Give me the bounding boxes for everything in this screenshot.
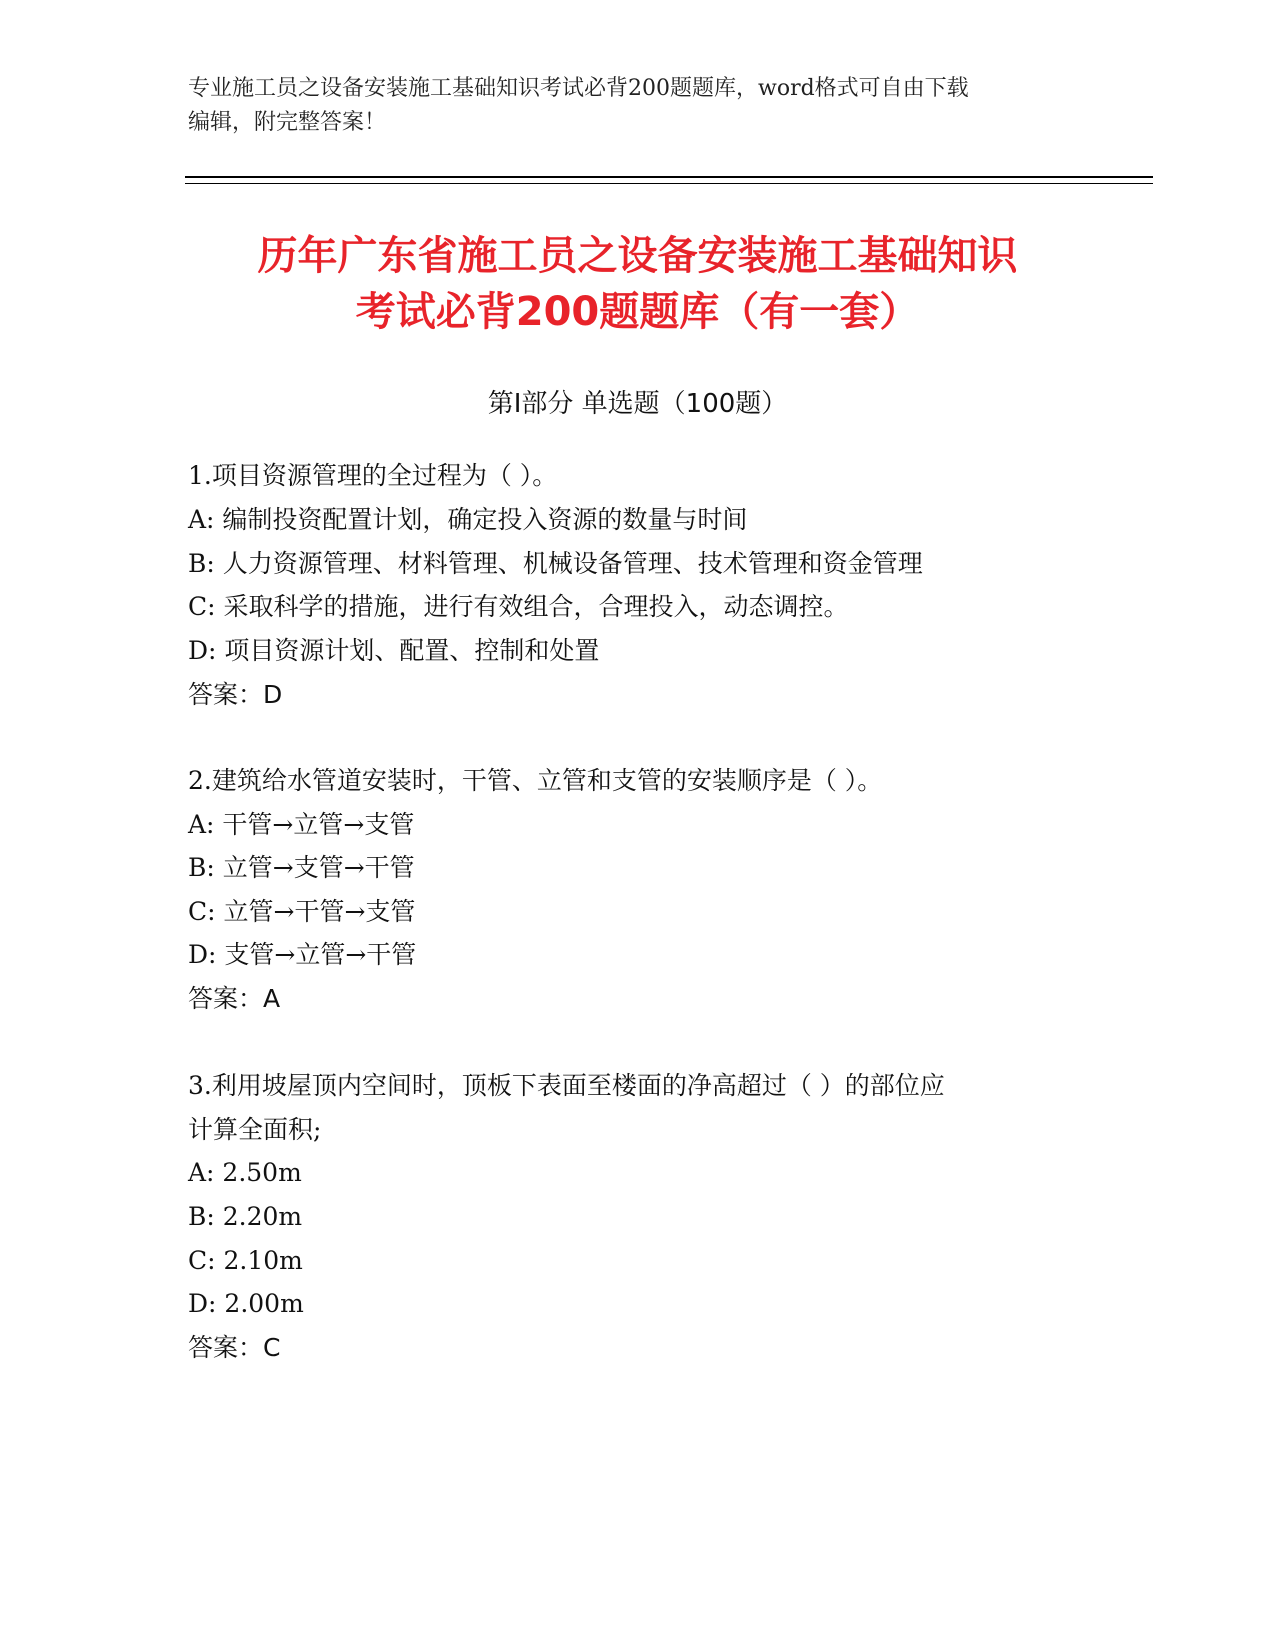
question-3-option-a: A: 2.50m (188, 1158, 302, 1187)
question-3-stem-line-2: 计算全面积; (188, 1115, 322, 1144)
question-1-option-a: A: 编制投资配置计划，确定投入资源的数量与时间 (188, 505, 748, 534)
question-2-answer: 答案：A (188, 984, 281, 1013)
header-note-line-1: 专业施工员之设备安装施工基础知识考试必背200题题库，word格式可自由下载 (188, 76, 969, 101)
question-3-option-c: C: 2.10m (188, 1246, 303, 1275)
document-title-line-2: 考试必背200题题库（有一套） (355, 289, 920, 335)
question-1-stem: 1.项目资源管理的全过程为（ ）。 (188, 461, 558, 490)
document-title-line-1: 历年广东省施工员之设备安装施工基础知识 (257, 233, 1018, 279)
question-1-answer: 答案：D (188, 680, 283, 709)
question-2-option-c: C: 立管→干管→支管 (188, 897, 416, 926)
question-1-option-d: D: 项目资源计划、配置、控制和处置 (188, 636, 600, 665)
question-3-option-d: D: 2.00m (188, 1289, 304, 1318)
header-divider-thin (185, 183, 1153, 184)
question-3-answer: 答案：C (188, 1333, 281, 1362)
question-2-option-b: B: 立管→支管→干管 (188, 853, 415, 882)
section-title: 第Ⅰ部分 单选题（100题） (487, 389, 788, 419)
question-2-option-d: D: 支管→立管→干管 (188, 940, 417, 969)
document-title (0, 228, 1275, 340)
question-1-option-c: C: 采取科学的措施，进行有效组合，合理投入，动态调控。 (188, 592, 849, 621)
header-divider-thick (185, 176, 1153, 178)
question-2-stem: 2.建筑给水管道安装时，干管、立管和支管的安装顺序是（ ）。 (188, 766, 883, 795)
header-note-line-2: 编辑，附完整答案！ (188, 110, 387, 135)
question-3-stem-line-1: 3.利用坡屋顶内空间时，顶板下表面至楼面的净高超过（ ）的部位应 (188, 1071, 945, 1100)
question-2-option-a: A: 干管→立管→支管 (188, 810, 415, 839)
header-note (188, 72, 1088, 140)
question-3-option-b: B: 2.20m (188, 1202, 303, 1231)
question-1-option-b: B: 人力资源管理、材料管理、机械设备管理、技术管理和资金管理 (188, 549, 923, 578)
